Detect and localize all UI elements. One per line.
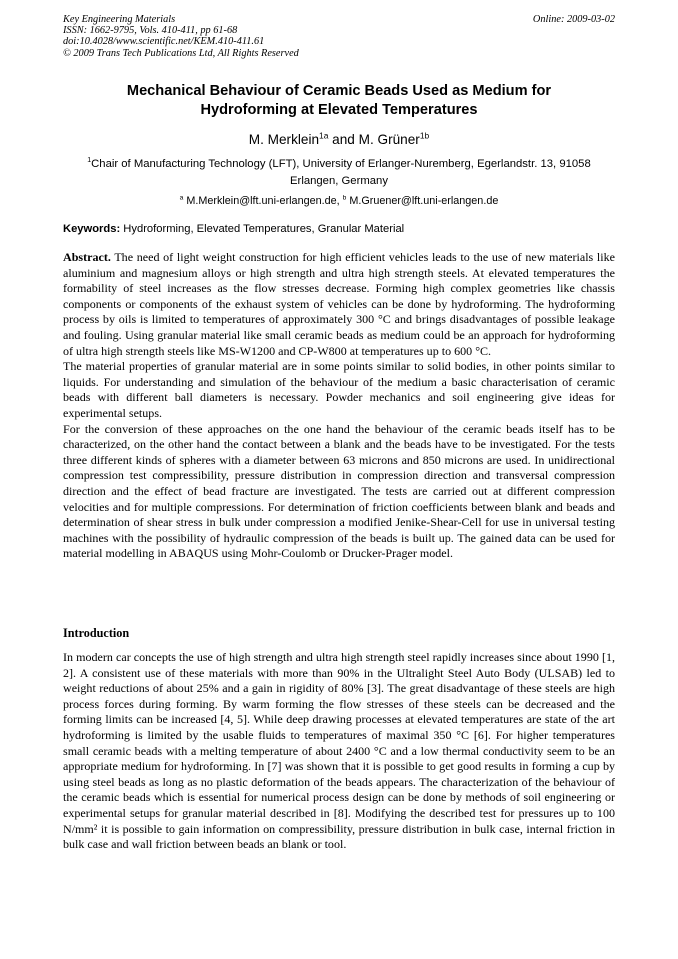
affiliation-text: Chair of Manufacturing Technology (LFT), University of Erlanger-Nuremberg, Egerlandstr. 13, 91058 Erlangen, Germany bbox=[91, 158, 591, 187]
abstract-label: Abstract. bbox=[63, 250, 111, 264]
title-line-2: Hydroforming at Elevated Temperatures bbox=[200, 102, 478, 118]
email-b-sup: b bbox=[342, 194, 347, 202]
email-a-sup: a bbox=[179, 194, 184, 202]
author-conjunction: and bbox=[328, 132, 359, 147]
author-1: M. Merklein bbox=[248, 132, 320, 147]
author-1-sup: 1a bbox=[319, 130, 329, 141]
journal-info bbox=[63, 14, 299, 59]
paper-title bbox=[63, 82, 615, 120]
email-a[interactable]: M.Merklein@lft.uni-erlangen.de, bbox=[183, 195, 343, 207]
journal-doi: doi:10.4028/www.scientific.net/KEM.410-411.61 bbox=[63, 36, 265, 48]
introduction-paragraph-1: In modern car concepts the use of high strength and ultra high strength steel rapidly increases since about 1990 [1, 2]. A consistent use of these materials with more than 90% in the Ultralight Steel Auto Body (ULSAB) led to weight reductions of about 25% and a gain in rigidity of 80% [3]. The great disadvantage of these steels are high process forces during forming. By warm forming the flow stresses of these steels can be decreased and the forming limits can be increased [4, 5]. While deep drawing processes at elevated temperatures are state of the art hydroforming is limited by the usable fluids to temperatures of maximal 350 °C [6]. For higher temperatures small ceramic beads with a melting temperature of about 2400 °C and a low thermal conductivity seem to be an appropriate medium for hydroforming. In [7] was shown that it is possible to get good results in forming a cup by using steel beads as long as no plastic deformation of the beads appears. The characterization of the behaviour of the ceramic beads which is essential for numerical process design can be done by methods of soil engineering or experimental setups for granular material described in [8]. Modifying the described test for pressures up to 100 N/mm² it is possible to gain information on compressibility, pressure distribution in bulk case, internal friction in bulk case and wall friction between beads an blank or tool. bbox=[63, 650, 615, 852]
author-2-sup: 1b bbox=[419, 130, 430, 141]
keywords-label: Keywords: bbox=[63, 223, 121, 235]
abstract-paragraph-3: For the conversion of these approaches on the one hand the behaviour of the ceramic beads itself has to be characterized, on the other hand the contact between a blank and the beads have to be investigated. For the tests three different kinds of spheres with a diameter between 63 microns and 850 microns are used. In unidirectional compression test compressibility, pressure distribution in compression direction and transversal compression direction and the effect of bead fracture are investigated. The tests are carried out at different compression velocities and for multiple compressions. For determination of friction coefficients between blank and beads and determination of shear stress in bulk under compression a modified Jenike-Shear-Cell for use in universal testing machines with the possibility of hydraulic compression of the beads is built up. The gained data can be used for material modelling in ABAQUS using Mohr-Coulomb or Drucker-Prager model. bbox=[63, 421, 615, 561]
abstract-paragraph-2: The material properties of granular material are in some points similar to solid bodies, in other points similar to liquids. For understanding and simulation of the behaviour of the medium a basic characterisation of ceramic beads with different ball diameters is necessary. Powder mechanics and soil engineering give ideas for experimental setups. bbox=[63, 359, 615, 420]
title-line-1: Mechanical Behaviour of Ceramic Beads Used as Medium for bbox=[126, 83, 552, 99]
keywords-text: Hydroforming, Elevated Temperatures, Granular Material bbox=[120, 223, 405, 235]
abstract-paragraph-1 bbox=[63, 250, 615, 359]
journal-issn: ISSN: 1662-9795, Vols. 410-411, pp 61-68 bbox=[63, 25, 238, 37]
introduction-body bbox=[63, 650, 615, 853]
keywords bbox=[63, 222, 615, 236]
author-2: M. Grüner bbox=[358, 132, 420, 147]
affiliation-sup: 1 bbox=[87, 157, 92, 165]
author-emails bbox=[63, 194, 615, 208]
authors bbox=[63, 131, 615, 148]
abstract bbox=[63, 250, 615, 562]
affiliation bbox=[63, 156, 615, 189]
journal-name: Key Engineering Materials bbox=[63, 14, 176, 25]
journal-copyright: © 2009 Trans Tech Publications Ltd, All Rights Reserved bbox=[63, 47, 299, 59]
introduction-heading: Introduction bbox=[63, 626, 130, 640]
online-date: Online: 2009-03-02 bbox=[532, 14, 615, 25]
email-b[interactable]: M.Gruener@lft.uni-erlangen.de bbox=[346, 195, 499, 207]
abstract-text-1: The need of light weight construction for high efficient vehicles leads to the use of new materials like aluminium and magnesium alloys or high strength and ultra high strength steels. At elevated temperatures the formability of steel increases as the flow stresses decrease. Forming high complex geometries like chassis components or components of the exhaust system of vehicles can be done by hydroforming. The hydroforming process by oils is limited to temperatures of approximately 300 °C and brings disadvantages of possible leakage and fouling. Using granular material like small ceramic beads as medium could be an approach for hydroforming of ultra high strength steels like MS-W1200 and CP-W800 at temperatures up to 600 °C. bbox=[63, 250, 615, 358]
